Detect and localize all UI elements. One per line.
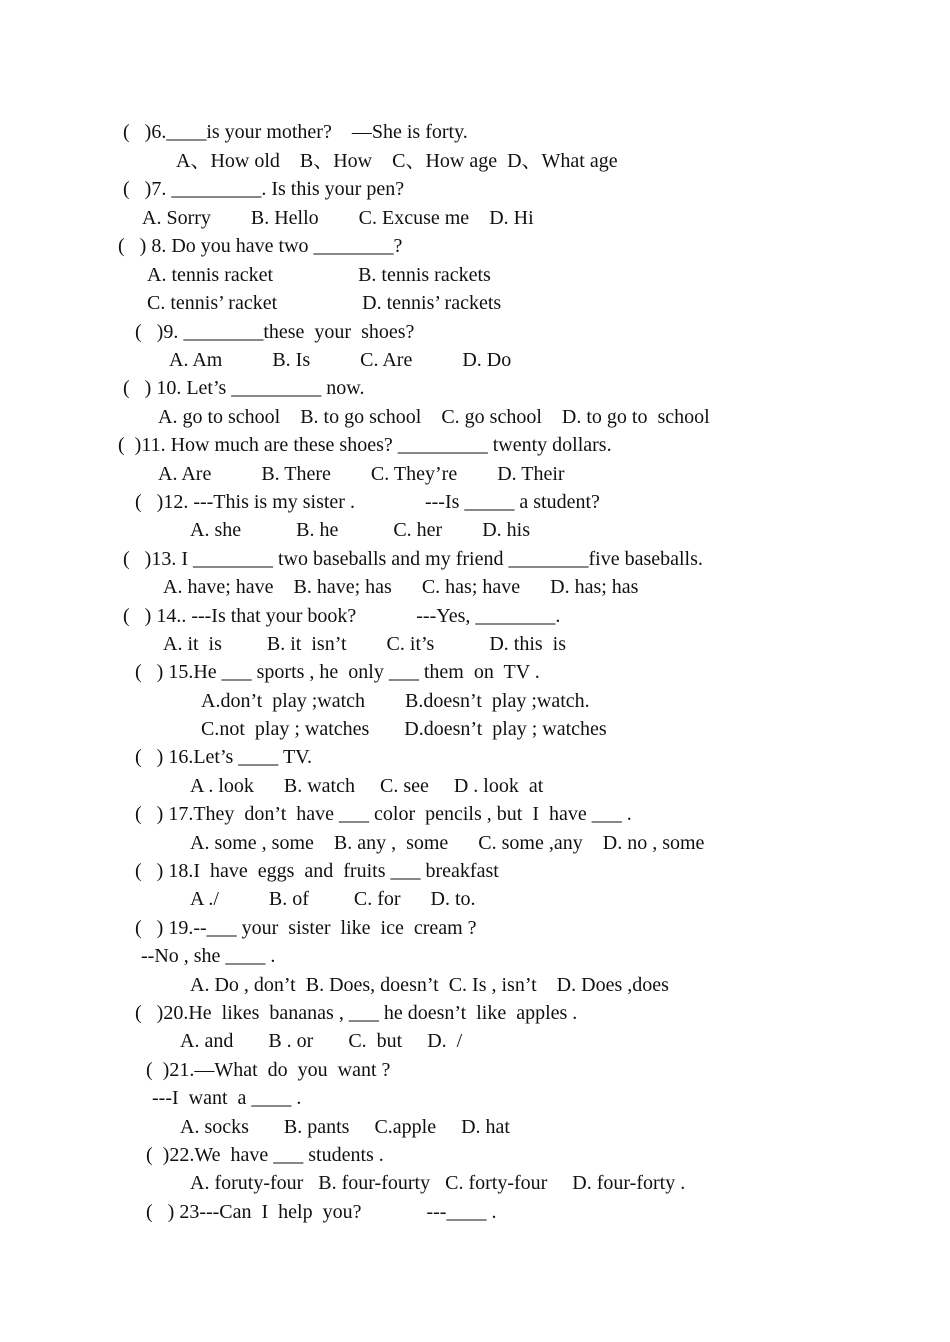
question-16: ( ) 16.Let’s ____ TV. xyxy=(135,746,313,768)
question-21-options: A. socks B. pants C.apple D. hat xyxy=(180,1116,510,1138)
question-22: ( )22.We have ___ students . xyxy=(146,1144,384,1166)
question-19: ( ) 19.--___ your sister like ice cream ? xyxy=(135,917,477,939)
question-13: ( )13. I ________ two baseballs and my friend ________five baseballs. xyxy=(123,548,703,570)
question-9: ( )9. ________these your shoes? xyxy=(135,321,415,343)
question-15: ( ) 15.He ___ sports , he only ___ them on TV . xyxy=(135,661,540,683)
question-21: ( )21.—What do you want ? xyxy=(146,1059,391,1081)
question-20: ( )20.He likes bananas , ___ he doesn’t like apples . xyxy=(135,1002,578,1024)
question-6: ( )6.____is your mother? —She is forty. xyxy=(123,121,468,143)
question-8-options-ab: A. tennis racket B. tennis rackets xyxy=(147,264,491,286)
question-12: ( )12. ---This is my sister . ---Is _____ a student? xyxy=(135,491,600,513)
question-14: ( ) 14.. ---Is that your book? ---Yes, ________. xyxy=(123,605,561,627)
question-8: ( ) 8. Do you have two ________? xyxy=(118,235,403,257)
question-17: ( ) 17.They don’t have ___ color pencils , but I have ___ . xyxy=(135,803,632,825)
question-21-reply: ---I want a ____ . xyxy=(152,1087,302,1109)
question-11-options: A. Are B. There C. They’re D. Their xyxy=(158,463,565,485)
question-12-options: A. she B. he C. her D. his xyxy=(190,519,530,541)
question-17-options: A. some , some B. any , some C. some ,any D. no , some xyxy=(190,832,705,854)
question-7-options: A. Sorry B. Hello C. Excuse me D. Hi xyxy=(142,207,534,229)
question-22-options: A. foruty-four B. four-fourty C. forty-four D. four-forty . xyxy=(190,1172,686,1194)
question-8-options-cd: C. tennis’ racket D. tennis’ rackets xyxy=(147,292,502,314)
question-6-options: A、How old B、How C、How age D、What age xyxy=(176,150,618,172)
question-19-reply: --No , she ____ . xyxy=(141,945,276,967)
question-16-options: A . look B. watch C. see D . look at xyxy=(190,775,544,797)
question-7: ( )7. _________. Is this your pen? xyxy=(123,178,405,200)
question-23: ( ) 23---Can I help you? ---____ . xyxy=(146,1201,497,1223)
question-15-options-ab: A.don’t play ;watch B.doesn’t play ;watch. xyxy=(201,690,590,712)
question-13-options: A. have; have B. have; has C. has; have D. has; has xyxy=(163,576,639,598)
question-14-options: A. it is B. it isn’t C. it’s D. this is xyxy=(163,633,567,655)
question-20-options: A. and B . or C. but D. / xyxy=(180,1030,463,1052)
question-18-options: A ./ B. of C. for D. to. xyxy=(190,888,476,910)
question-19-options: A. Do , don’t B. Does, doesn’t C. Is , isn’t D. Does ,does xyxy=(190,974,669,996)
question-10-options: A. go to school B. to go school C. go school D. to go to school xyxy=(158,406,710,428)
question-18: ( ) 18.I have eggs and fruits ___ breakfast xyxy=(135,860,499,882)
question-15-options-cd: C.not play ; watches D.doesn’t play ; watches xyxy=(201,718,607,740)
question-9-options: A. Am B. Is C. Are D. Do xyxy=(169,349,512,371)
question-10: ( ) 10. Let’s _________ now. xyxy=(123,377,365,399)
question-11: ( )11. How much are these shoes? _________ twenty dollars. xyxy=(118,434,612,456)
